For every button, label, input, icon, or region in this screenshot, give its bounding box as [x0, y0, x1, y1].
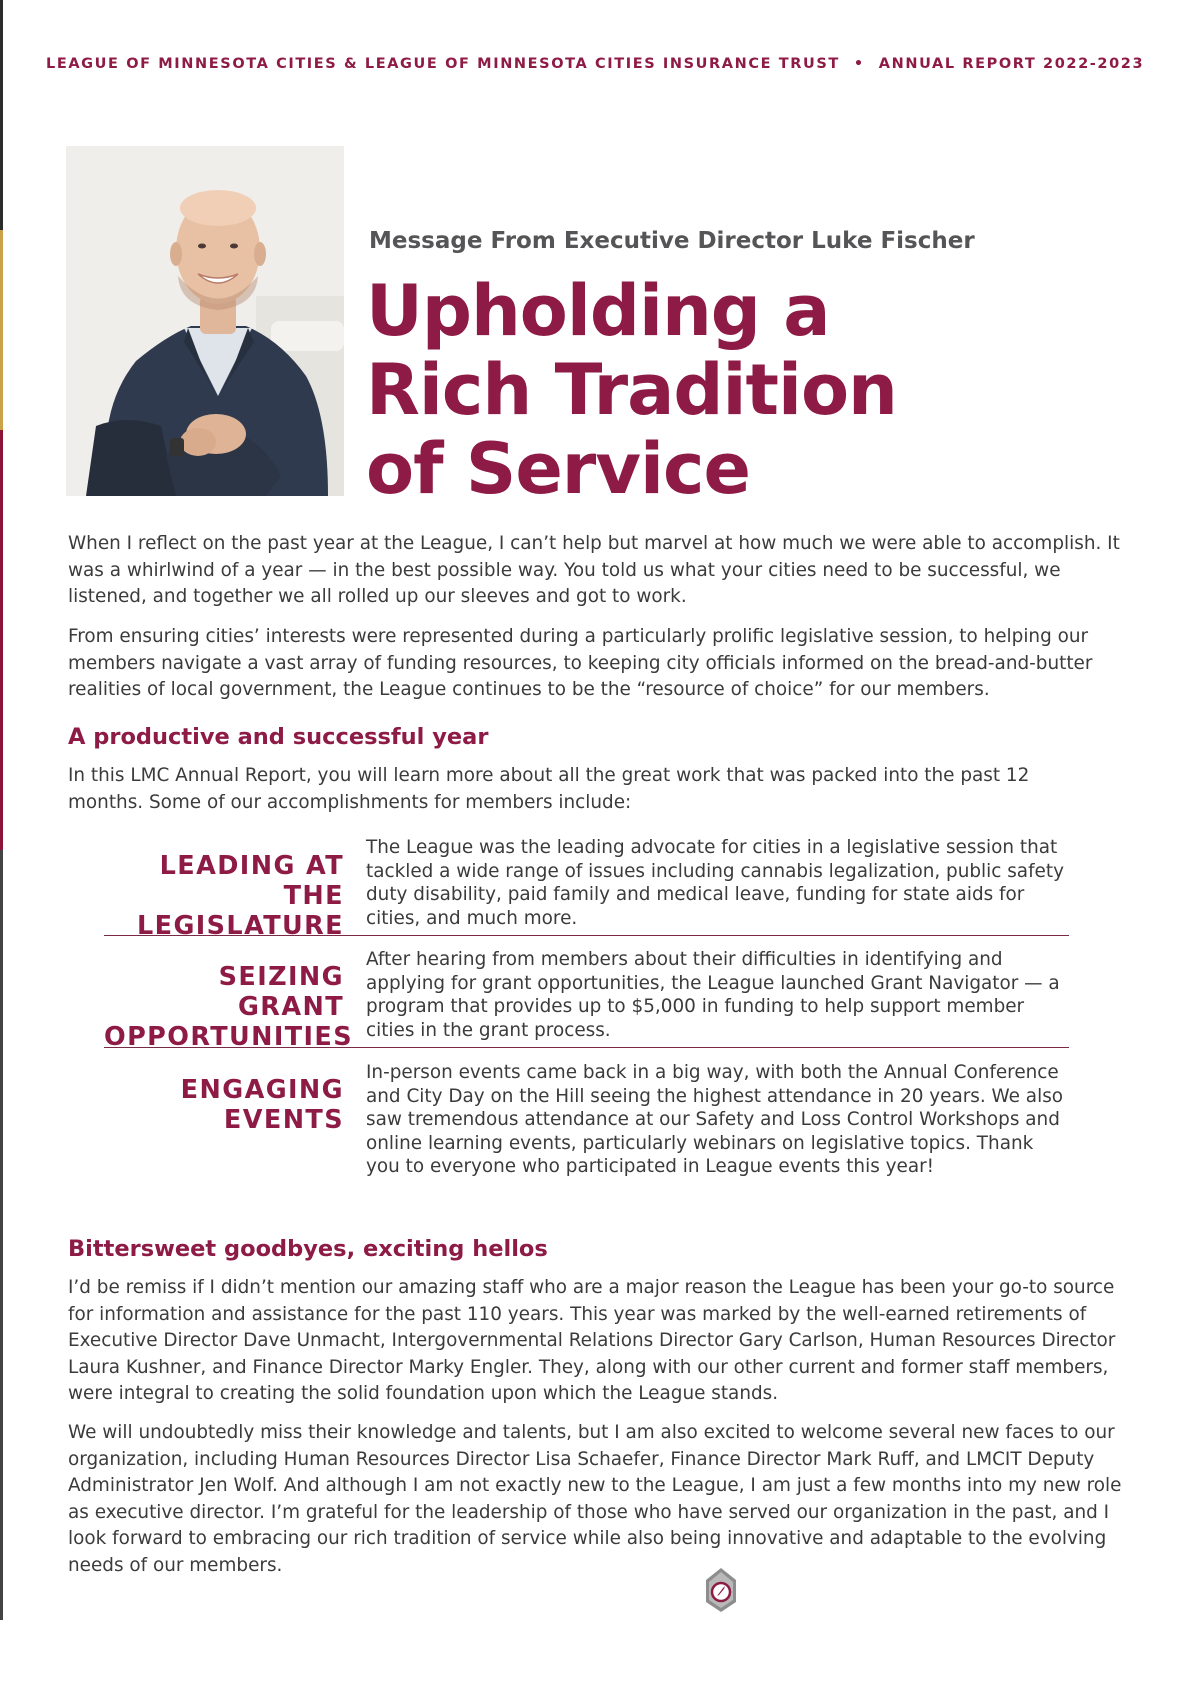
headline-line: Upholding a	[366, 270, 830, 352]
accomplishment-label-line: LEGISLATURE	[136, 911, 344, 941]
headline-line: Rich Tradition	[366, 349, 897, 431]
headline-line: of Service	[366, 428, 750, 510]
message-kicker: Message From Executive Director Luke Fischer	[369, 228, 975, 254]
header-separator: •	[853, 56, 865, 72]
accomplishment-text: In-person events came back in a big way, with both the Annual Conference and City Day on the Hill seeing the highest attendance in 20 years. We also saw tremendous attendance at our Safety and Loss Control Workshops and online learning events, particularly webinars on legislative topics. Thank you to everyone who participated in League events this year!	[366, 1062, 1064, 1178]
accomplishment-label	[104, 1061, 366, 1179]
accomplishment-label	[104, 948, 366, 1052]
header-report: ANNUAL REPORT 2022-2023	[878, 56, 1145, 72]
staff-paragraph-2: We will undoubtedly miss their knowledge and talents, but I am also excited to welcome several new faces to our organization, including Human Resources Director Lisa Schaefer, Finance Director Mark Ruff, and LMCIT Deputy Administrator Jen Wolf. And although I am not exactly new to the League, I am just a few months into my new role as executive director. I’m grateful for the leadership of those who have served our organization in the past, and I look forward to embracing our rich tradition of service while also being innovative and adaptable to the evolving needs of our members.	[68, 1422, 1122, 1576]
divider	[104, 1047, 1069, 1048]
edge-bar	[0, 0, 3, 230]
accomplishment-row	[104, 1061, 1069, 1179]
section-heading: A productive and successful year	[68, 724, 489, 750]
edge-bar	[0, 430, 3, 850]
staff-paragraph-1: I’d be remiss if I didn’t mention our amazing staff who are a major reason the League has been your go-to source for information and assistance for the past 110 years. This year was marked by the well-earned retirements of Executive Director Dave Unmacht, Intergovernmental Relations Director Gary Carlson, Human Resources Director Laura Kushner, and Finance Director Marky Engler. They, along with our other current and former staff members, were integral to creating the solid foundation upon which the League stands.	[68, 1277, 1116, 1404]
section-intro: In this LMC Annual Report, you will learn more about all the great work that was packed into the past 12 months. Some of our accomplishments for members include:	[68, 765, 1030, 813]
accomplishment-label-line: SEIZING GRANT	[218, 962, 344, 1022]
running-header	[46, 56, 1160, 72]
accomplishment-row	[104, 948, 1069, 1052]
accomplishment-label-line: EVENTS	[223, 1105, 344, 1135]
edge-bar	[0, 230, 3, 430]
accomplishment-row	[104, 836, 1069, 941]
portrait-photo	[66, 146, 344, 496]
divider	[104, 935, 1069, 936]
section-heading: Bittersweet goodbyes, exciting hellos	[68, 1236, 548, 1262]
intro-paragraph-1: When I reflect on the past year at the League, I can’t help but marvel at how much we were able to accomplish. It was a whirlwind of a year — in the best possible way. You told us what your cities need to be successful, we listened, and together we all rolled up our sleeves and got to work.	[68, 533, 1120, 607]
accomplishment-label-line: LEADING AT THE	[159, 851, 344, 911]
lmc-compass-badge-icon	[704, 1566, 738, 1618]
intro-paragraph-2: From ensuring cities’ interests were represented during a particularly prolific legislative session, to helping our members navigate a vast array of funding resources, to keeping city officials informed on the bread-and-butter realities of local government, the League continues to be the “resource of choice” for our members.	[68, 626, 1093, 700]
accomplishment-label-line: ENGAGING	[180, 1075, 344, 1105]
accomplishment-label-line: OPPORTUNITIES	[104, 1022, 354, 1052]
accomplishment-text: The League was the leading advocate for cities in a legislative session that tackled a wide range of issues including cannabis legalization, public safety duty disability, paid family and medical leave, funding for state aids for cities, and much more.	[366, 837, 1064, 929]
page-title	[366, 272, 1066, 509]
accomplishment-label	[104, 836, 366, 941]
header-org: LEAGUE OF MINNESOTA CITIES & LEAGUE OF MINNESOTA CITIES INSURANCE TRUST	[46, 56, 840, 72]
edge-bar	[0, 850, 3, 1620]
accomplishment-text: After hearing from members about their difficulties in identifying and applying for grant opportunities, the League launched Grant Navigator — a program that provides up to $5,000 in funding to help support member cities in the grant process.	[366, 949, 1060, 1041]
